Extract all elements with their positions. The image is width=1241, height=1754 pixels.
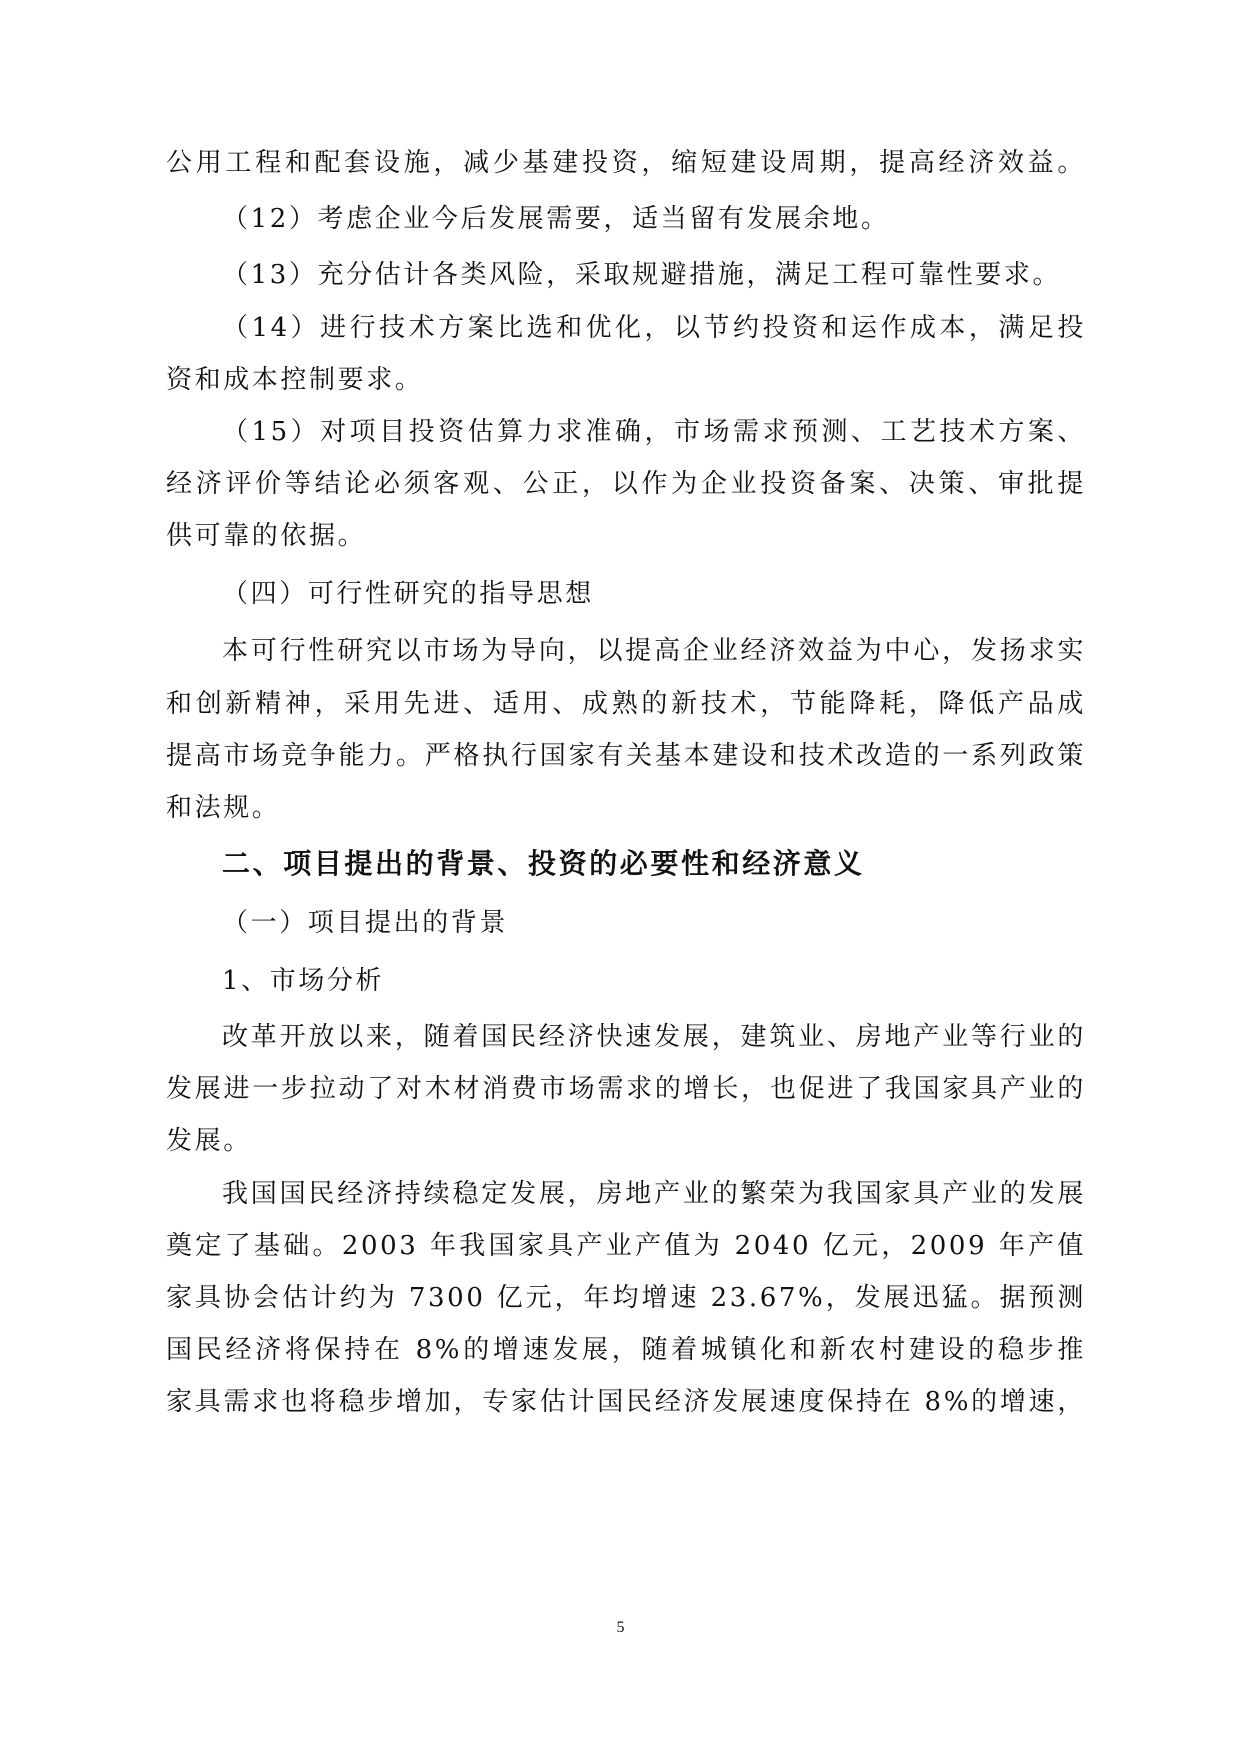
paragraph-line: 发展。 xyxy=(166,1126,252,1156)
paragraph-line: 提高市场竞争能力。严格执行国家有关基本建设和技术改造的一系列政策 xyxy=(166,741,1086,771)
paragraph-line: 改革开放以来，随着国民经济快速发展，建筑业、房地产业等行业的 xyxy=(222,1022,1086,1052)
paragraph-line: 公用工程和配套设施，减少基建投资，缩短建设周期，提高经济效益。 xyxy=(166,148,1086,178)
section-subheading: 1、市场分析 xyxy=(222,966,385,996)
list-item: （12）考虑企业今后发展需要，适当留有发展余地。 xyxy=(222,204,890,234)
paragraph-line: 和创新精神，采用先进、适用、成熟的新技术，节能降耗，降低产品成 xyxy=(166,689,1086,719)
paragraph-line: 家具需求也将稳步增加，专家估计国民经济发展速度保持在 8%的增速， xyxy=(166,1387,1086,1417)
paragraph-line: 国民经济将保持在 8%的增速发展，随着城镇化和新农村建设的稳步推 xyxy=(166,1335,1086,1365)
list-item: （14）进行技术方案比选和优化，以节约投资和运作成本，满足投 xyxy=(222,313,1086,343)
section-subheading: （四）可行性研究的指导思想 xyxy=(222,579,594,609)
paragraph-line: 经济评价等结论必须客观、公正，以作为企业投资备案、决策、审批提 xyxy=(166,469,1086,499)
paragraph-line: 发展进一步拉动了对木材消费市场需求的增长，也促进了我国家具产业的 xyxy=(166,1074,1086,1104)
paragraph-line: 我国国民经济持续稳定发展，房地产业的繁荣为我国家具产业的发展 xyxy=(222,1179,1086,1209)
paragraph-line: 家具协会估计约为 7300 亿元，年均增速 23.67%，发展迅猛。据预测 xyxy=(166,1283,1086,1313)
paragraph-line: 供可靠的依据。 xyxy=(166,521,367,551)
list-item: （15）对项目投资估算力求准确，市场需求预测、工艺技术方案、 xyxy=(222,417,1086,447)
page-number: 5 xyxy=(616,1619,625,1636)
section-heading: 二、项目提出的背景、投资的必要性和经济意义 xyxy=(222,847,865,880)
paragraph-line: 和法规。 xyxy=(166,793,281,823)
paragraph-line: 奠定了基础。2003 年我国家具产业产值为 2040 亿元，2009 年产值 xyxy=(166,1231,1086,1261)
paragraph-line: 资和成本控制要求。 xyxy=(166,365,424,395)
list-item: （13）充分估计各类风险，采取规避措施，满足工程可靠性要求。 xyxy=(222,260,1062,290)
paragraph-line: 本可行性研究以市场为导向，以提高企业经济效益为中心，发扬求实 xyxy=(222,636,1086,666)
section-subheading: （一）项目提出的背景 xyxy=(222,908,509,938)
